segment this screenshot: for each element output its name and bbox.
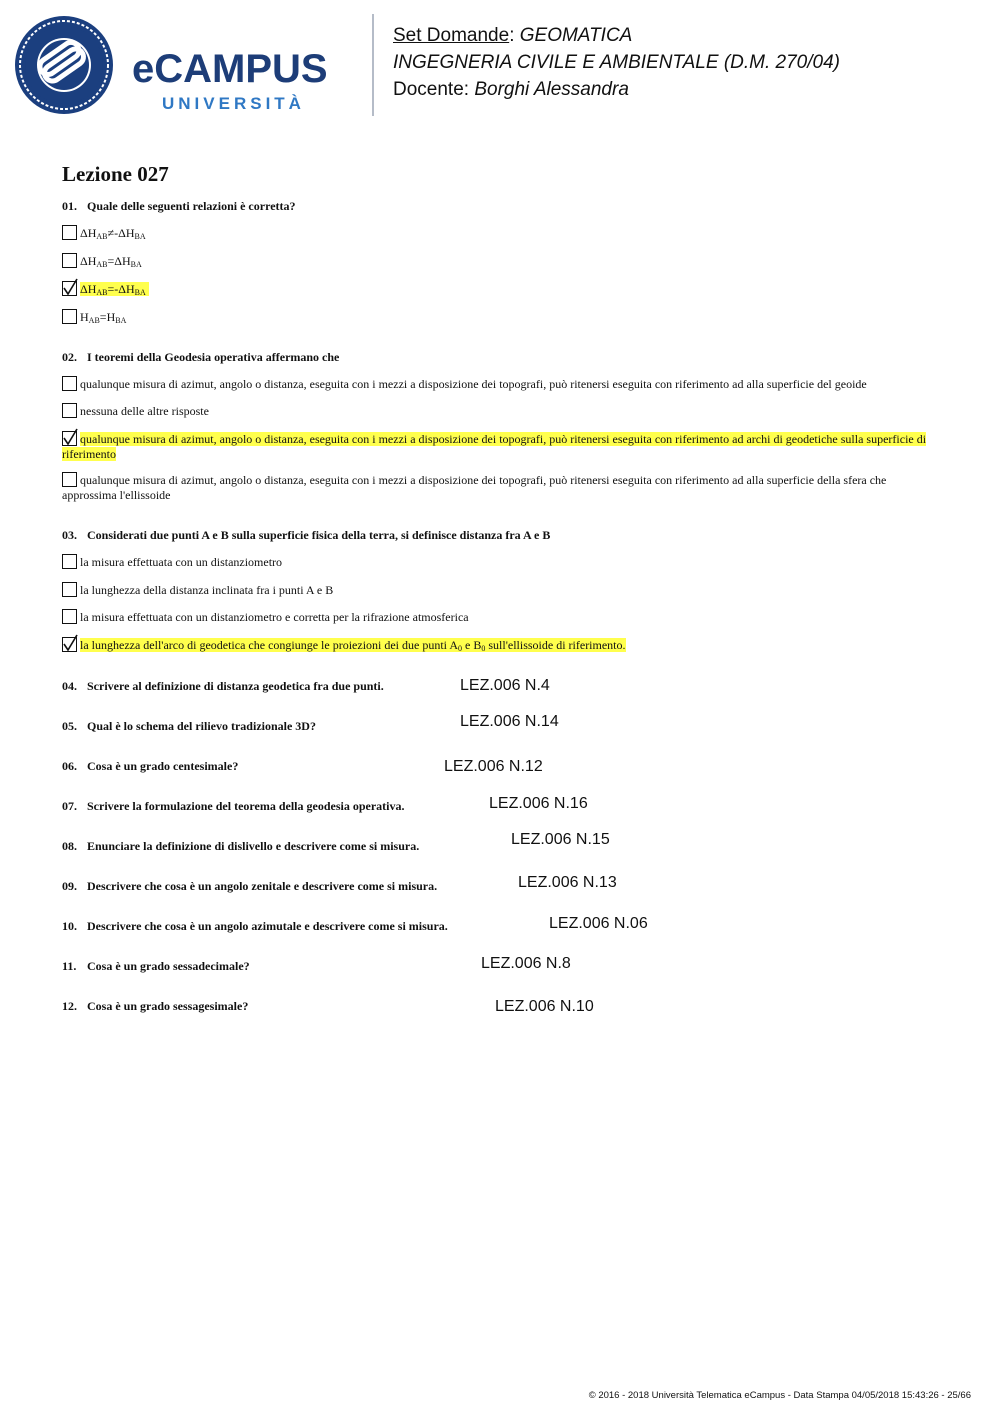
answer-ref-08: LEZ.006 N.15 [511, 831, 610, 848]
option-correct [62, 281, 149, 297]
checkbox[interactable] [62, 225, 77, 240]
option-text: =ΔH [107, 254, 131, 268]
lesson-title: Lezione 027 [62, 162, 169, 186]
set-colon: : [509, 25, 520, 46]
option-text: qualunque misura di azimut, angolo o distanza, eseguita con i mezzi a disposizione dei topografi, può ritenersi eseguita con riferimento ad alla superficie del geoide [80, 377, 867, 391]
subscript: BA [130, 260, 142, 269]
checkbox[interactable] [62, 609, 77, 624]
question-number: 02. [62, 350, 77, 364]
question-number: 10. [62, 919, 77, 933]
option-correct [62, 431, 942, 462]
subscript: AB [96, 288, 108, 297]
question-09 [62, 879, 437, 894]
question-number: 11. [62, 959, 77, 973]
option-text: =-ΔH [107, 282, 135, 296]
question-01 [62, 199, 296, 214]
header-divider [372, 14, 374, 116]
question-10 [62, 919, 448, 934]
option-text: la lunghezza dell'arco di geodetica che congiunge le proiezioni dei due punti A [80, 638, 459, 652]
option-text: ΔH [80, 254, 97, 268]
question-number: 06. [62, 759, 77, 773]
question-11 [62, 959, 250, 974]
teacher-label: Docente: [393, 79, 475, 100]
option-text: la misura effettuata con un distanziometro [80, 555, 283, 569]
checkbox[interactable] [62, 472, 77, 487]
option-text: H [80, 310, 89, 324]
question-text: Descrivere che cosa è un angolo azimutale e descrivere come si misura. [87, 919, 448, 933]
subscript: 0 [458, 644, 463, 653]
checkbox[interactable] [62, 403, 77, 418]
question-number: 04. [62, 679, 77, 693]
option [62, 253, 142, 269]
question-text: Quale delle seguenti relazioni è corretta? [87, 199, 296, 213]
subscript: 0 [481, 644, 486, 653]
checkbox-checked[interactable] [62, 281, 77, 296]
answer-ref-07: LEZ.006 N.16 [489, 795, 588, 812]
question-text: Cosa è un grado sessagesimale? [87, 999, 249, 1013]
option-text: qualunque misura di azimut, angolo o distanza, eseguita con i mezzi a disposizione dei topografi, può ritenersi eseguita con riferimento ad archi di geodetiche sulla superficie di riferimento [62, 432, 927, 461]
subscript: BA [115, 316, 127, 325]
question-06 [62, 759, 238, 774]
option [62, 309, 126, 325]
option-correct [62, 637, 626, 653]
checkbox[interactable] [62, 582, 77, 597]
question-05 [62, 719, 316, 734]
subscript: AB [96, 260, 108, 269]
question-text: Scrivere la formulazione del teorema della geodesia operativa. [87, 799, 405, 813]
checkbox[interactable] [62, 309, 77, 324]
option-text: =H [99, 310, 116, 324]
question-number: 07. [62, 799, 77, 813]
answer-ref-06: LEZ.006 N.12 [444, 758, 543, 775]
question-number: 12. [62, 999, 77, 1013]
teacher: Borghi Alessandra [474, 79, 629, 100]
checkbox-checked[interactable] [62, 637, 77, 652]
question-number: 03. [62, 528, 77, 542]
ecampus-logo [14, 14, 359, 116]
option-text: la misura effettuata con un distanziometro e corretta per la rifrazione atmosferica [80, 610, 469, 624]
question-text: Enunciare la definizione di dislivello e descrivere come si misura. [87, 839, 420, 853]
answer-ref-10: LEZ.006 N.06 [549, 915, 648, 932]
option [62, 554, 282, 570]
subject: GEOMATICA [519, 25, 633, 46]
question-02 [62, 350, 339, 365]
answer-ref-09: LEZ.006 N.13 [518, 874, 617, 891]
set-label: Set Domande [393, 25, 510, 46]
option-text: qualunque misura di azimut, angolo o distanza, eseguita con i mezzi a disposizione dei topografi, può ritenersi eseguita con riferimento ad alla superficie della sfera che approssima l'ellissoide [62, 473, 887, 502]
question-08 [62, 839, 419, 854]
question-text: Qual è lo schema del rilievo tradizionale 3D? [87, 719, 316, 733]
question-text: Descrivere che cosa è un angolo zenitale e descrivere come si misura. [87, 879, 438, 893]
question-07 [62, 799, 404, 814]
question-text: Considerati due punti A e B sulla superficie fisica della terra, si definisce distanza fra A e B [87, 528, 551, 542]
course: INGEGNERIA CIVILE E AMBIENTALE (D.M. 270/04) [393, 52, 840, 73]
question-text: I teoremi della Geodesia operativa affermano che [87, 350, 340, 364]
option-text: e B [462, 638, 482, 652]
question-number: 05. [62, 719, 77, 733]
option [62, 376, 942, 392]
option [62, 403, 942, 419]
logo-brand: eCAMPUS [132, 47, 328, 91]
option-text: ΔH [80, 282, 97, 296]
subscript: BA [134, 232, 146, 241]
checkbox-checked[interactable] [62, 431, 77, 446]
answer-ref-04: LEZ.006 N.4 [460, 677, 550, 694]
checkbox[interactable] [62, 253, 77, 268]
teacher-line [393, 76, 840, 103]
checkbox[interactable] [62, 554, 77, 569]
question-04 [62, 679, 384, 694]
option-text: nessuna delle altre risposte [80, 404, 209, 418]
question-number: 08. [62, 839, 77, 853]
question-number: 01. [62, 199, 77, 213]
checkbox[interactable] [62, 376, 77, 391]
option [62, 609, 469, 625]
logo-sub: UNIVERSITÀ [162, 94, 305, 113]
question-03 [62, 528, 550, 543]
answer-ref-11: LEZ.006 N.8 [481, 955, 571, 972]
subscript: AB [96, 232, 108, 241]
option [62, 225, 146, 241]
option [62, 472, 942, 503]
question-text: Scrivere al definizione di distanza geodetica fra due punti. [87, 679, 384, 693]
set-line [393, 22, 840, 49]
option-text: ΔH [80, 226, 97, 240]
option-text: la lunghezza della distanza inclinata fra i punti A e B [80, 583, 334, 597]
answer-ref-05: LEZ.006 N.14 [460, 713, 559, 730]
question-text: Cosa è un grado centesimale? [87, 759, 239, 773]
option [62, 582, 333, 598]
subscript: BA [134, 288, 146, 297]
option-text: sull'ellissoide di riferimento. [485, 638, 626, 652]
question-12 [62, 999, 248, 1014]
option-text: ≠-ΔH [107, 226, 135, 240]
answer-ref-12: LEZ.006 N.10 [495, 998, 594, 1015]
footer: © 2016 - 2018 Università Telematica eCampus - Data Stampa 04/05/2018 15:43:26 - 25/66 [588, 1390, 971, 1401]
question-number: 09. [62, 879, 77, 893]
header-info [393, 22, 840, 103]
question-text: Cosa è un grado sessadecimale? [87, 959, 250, 973]
subscript: AB [88, 316, 100, 325]
